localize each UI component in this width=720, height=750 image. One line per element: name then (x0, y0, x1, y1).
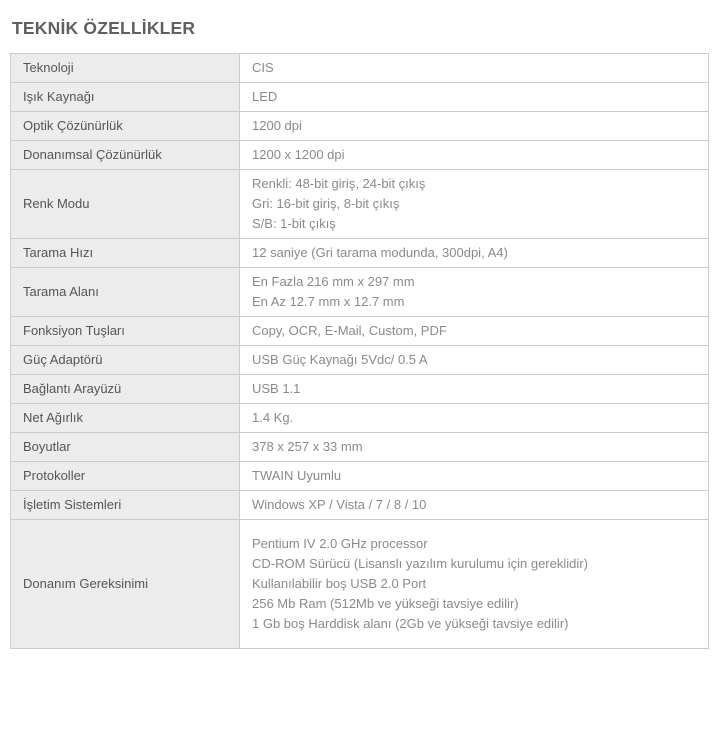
spec-label: Tarama Alanı (11, 268, 240, 317)
spec-value (240, 54, 709, 83)
spec-label: İşletim Sistemleri (11, 491, 240, 520)
spec-value (240, 433, 709, 462)
table-row (11, 83, 709, 112)
table-row (11, 462, 709, 491)
spec-label: Protokoller (11, 462, 240, 491)
spec-value-line: Gri: 16-bit giriş, 8-bit çıkış (252, 196, 400, 211)
spec-label: Tarama Hızı (11, 239, 240, 268)
spec-label: Fonksiyon Tuşları (11, 317, 240, 346)
spec-label: Donanımsal Çözünürlük (11, 141, 240, 170)
table-row (11, 239, 709, 268)
spec-label: Işık Kaynağı (11, 83, 240, 112)
spec-value-line: 1.4 Kg. (252, 410, 294, 425)
spec-value-line: 12 saniye (Gri tarama modunda, 300dpi, A4) (252, 245, 508, 260)
table-row (11, 346, 709, 375)
spec-value-line: LED (252, 89, 278, 104)
spec-value (240, 83, 709, 112)
spec-value (240, 317, 709, 346)
spec-label: Boyutlar (11, 433, 240, 462)
spec-value-line: Pentium IV 2.0 GHz processor (252, 536, 428, 551)
table-row (11, 317, 709, 346)
spec-label: Net Ağırlık (11, 404, 240, 433)
table-row (11, 404, 709, 433)
spec-value-line: Copy, OCR, E-Mail, Custom, PDF (252, 323, 447, 338)
spec-value-line: Windows XP / Vista / 7 / 8 / 10 (252, 497, 427, 512)
spec-value-line: 1 Gb boş Harddisk alanı (2Gb ve yükseği tavsiye edilir) (252, 616, 569, 631)
table-row (11, 491, 709, 520)
spec-value-line: Renkli: 48-bit giriş, 24-bit çıkış (252, 176, 426, 191)
spec-value-line: USB 1.1 (252, 381, 301, 396)
spec-value-line: 1200 dpi (252, 118, 302, 133)
spec-value (240, 491, 709, 520)
spec-value-line: Kullanılabilir boş USB 2.0 Port (252, 576, 427, 591)
spec-value-line: USB Güç Kaynağı 5Vdc/ 0.5 A (252, 352, 428, 367)
table-row (11, 268, 709, 317)
spec-value (240, 112, 709, 141)
spec-label: Donanım Gereksinimi (11, 520, 240, 649)
spec-value (240, 520, 709, 649)
table-row (11, 112, 709, 141)
spec-table-container (10, 53, 710, 649)
spec-value-line: En Az 12.7 mm x 12.7 mm (252, 294, 405, 309)
spec-label: Bağlantı Arayüzü (11, 375, 240, 404)
spec-value (240, 141, 709, 170)
spec-value (240, 346, 709, 375)
spec-value (240, 170, 709, 239)
spec-value (240, 375, 709, 404)
table-row (11, 433, 709, 462)
spec-value-line: 1200 x 1200 dpi (252, 147, 345, 162)
spec-value-line: 378 x 257 x 33 mm (252, 439, 363, 454)
spec-value-line: TWAIN Uyumlu (252, 468, 342, 483)
table-row (11, 520, 709, 649)
table-row (11, 375, 709, 404)
spec-value-line: 256 Mb Ram (512Mb ve yükseği tavsiye edilir) (252, 596, 519, 611)
spec-value (240, 239, 709, 268)
spec-table-body (11, 54, 709, 649)
table-row (11, 170, 709, 239)
table-row (11, 141, 709, 170)
table-row (11, 54, 709, 83)
spec-label: Renk Modu (11, 170, 240, 239)
spec-label: Güç Adaptörü (11, 346, 240, 375)
spec-label: Teknoloji (11, 54, 240, 83)
spec-value (240, 462, 709, 491)
spec-value-line: En Fazla 216 mm x 297 mm (252, 274, 415, 289)
spec-value-line: CIS (252, 60, 274, 75)
spec-value (240, 404, 709, 433)
spec-label: Optik Çözünürlük (11, 112, 240, 141)
spec-value-line: S/B: 1-bit çıkış (252, 216, 336, 231)
spec-value (240, 268, 709, 317)
page-title: TEKNİK ÖZELLİKLER (12, 18, 196, 38)
spec-table (10, 53, 709, 649)
spec-value-line: CD-ROM Sürücü (Lisanslı yazılım kurulumu için gereklidir) (252, 556, 588, 571)
